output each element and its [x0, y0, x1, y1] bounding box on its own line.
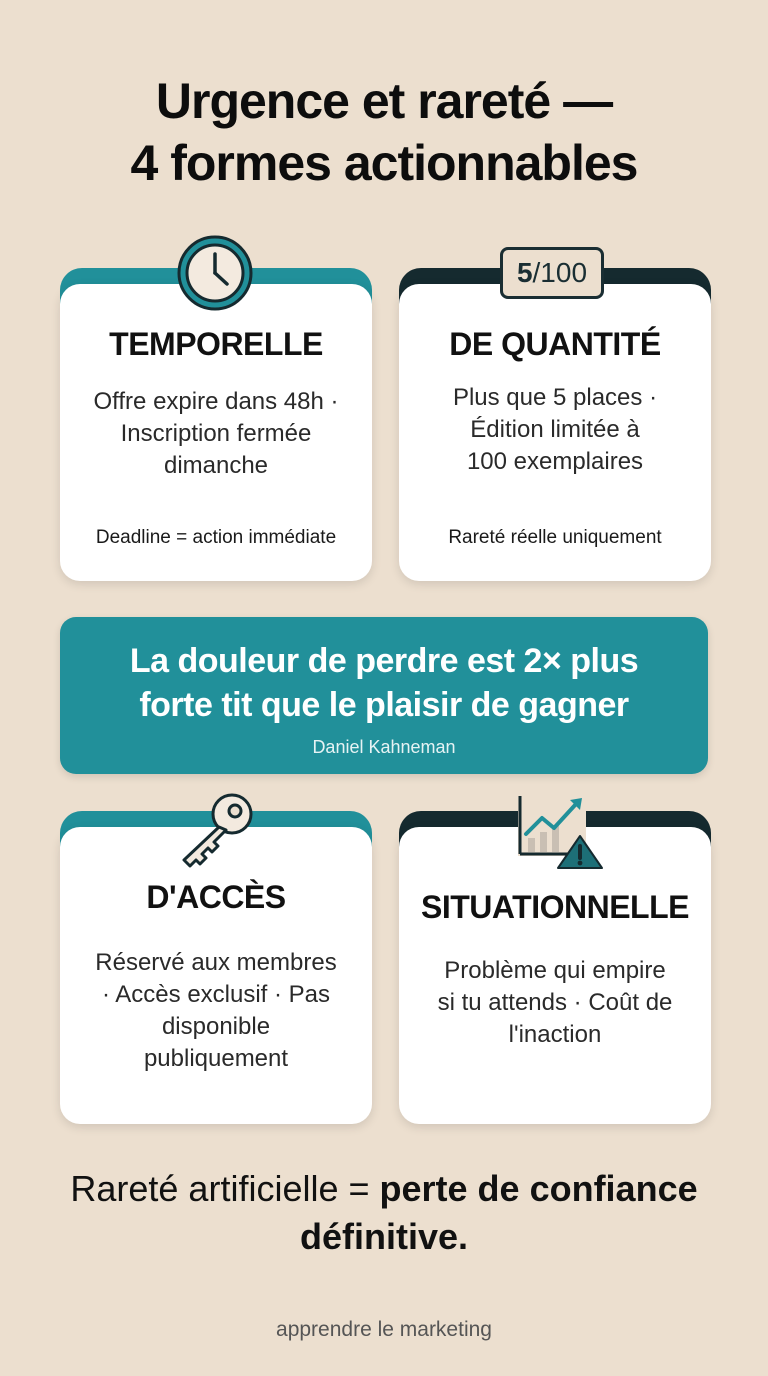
quote-line-2: forte tit que le plaisir de gagner: [139, 686, 629, 724]
conclusion-normal: Rareté artificielle =: [70, 1168, 380, 1209]
desc-line: disponible: [161, 1013, 271, 1040]
desc-line: Offre expire dans 48h ·: [93, 388, 339, 415]
desc-line: Édition limitée à: [470, 416, 640, 443]
conclusion-text: [0, 1165, 768, 1261]
card-description: [419, 955, 691, 1051]
footer-text: apprendre le marketing: [276, 1318, 492, 1341]
card-body: [399, 284, 711, 581]
quote-text: [60, 639, 708, 727]
card-heading: SITUATIONNELLE: [421, 889, 689, 925]
card-description: [419, 382, 691, 478]
card-description: [80, 386, 352, 482]
desc-line: Inscription fermée: [120, 420, 312, 447]
counter-badge: [500, 247, 604, 299]
desc-line: l'inaction: [508, 1021, 602, 1048]
card-body: [399, 827, 711, 1124]
counter-total: /100: [532, 257, 588, 288]
card-heading: D'ACCÈS: [146, 879, 286, 915]
card-note: Deadline = action immédiate: [95, 527, 337, 548]
desc-line: 100 exemplaires: [466, 448, 644, 475]
quote-line-1: La douleur de perdre est 2× plus: [129, 642, 639, 680]
card-heading: TEMPORELLE: [109, 326, 323, 362]
quote-box: [60, 617, 708, 774]
card-quantite: [399, 268, 711, 568]
clock-icon: [176, 234, 254, 312]
title-line-2: 4 formes actionnables: [130, 135, 638, 191]
desc-line: Problème qui empire: [444, 957, 666, 984]
desc-line: Réservé aux membres: [95, 949, 337, 976]
desc-line: dimanche: [163, 452, 269, 479]
desc-line: publiquement: [143, 1045, 289, 1072]
desc-line: si tu attends · Coût de: [437, 989, 673, 1016]
card-description: [80, 947, 352, 1075]
card-temporelle: [60, 268, 372, 568]
card-note: Rareté réelle uniquement: [448, 527, 662, 548]
trend-warning-icon: [514, 792, 606, 870]
card-body: [60, 827, 372, 1124]
card-body: [60, 284, 372, 581]
page-title: [0, 70, 768, 194]
quote-author: Daniel Kahneman: [312, 737, 456, 757]
title-line-1: Urgence et rareté —: [155, 73, 613, 129]
desc-line: · Accès exclusif · Pas: [101, 981, 331, 1008]
desc-line: Plus que 5 places ·: [452, 384, 658, 411]
counter-value: 5: [516, 257, 533, 288]
key-icon: [172, 790, 258, 870]
conclusion-bold: perte de confiance définitive.: [299, 1168, 698, 1257]
card-heading: DE QUANTITÉ: [449, 326, 661, 362]
